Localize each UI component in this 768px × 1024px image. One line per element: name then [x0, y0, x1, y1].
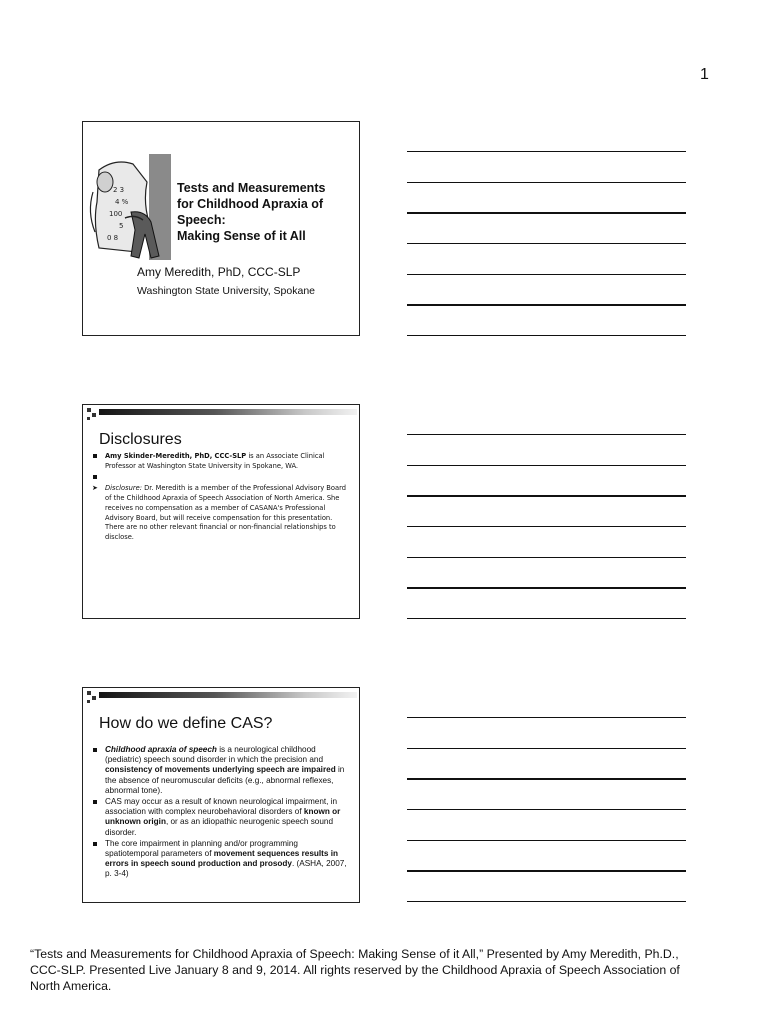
list-item [91, 797, 353, 838]
slide-define-cas [82, 687, 360, 903]
note-line [407, 778, 686, 780]
copyright-footer [30, 946, 720, 994]
title-line: Speech: [177, 213, 226, 227]
bullet-list [91, 452, 353, 544]
note-line [407, 870, 686, 872]
bullet-text: CAS may occur as a result of known neurological impairment, in association with complex neurobehavioral disorders of [105, 797, 338, 817]
list-item [91, 473, 353, 483]
title-line: for Childhood Apraxia of [177, 197, 324, 211]
header-gradient-bar [99, 409, 357, 415]
bullet-emphasis: consistency of movements underlying speech are impaired [105, 765, 336, 775]
footer-line: “Tests and Measurements for Childhood Apraxia of Speech: Making Sense of it All,” Presented by Amy Meredith, Ph.D., [30, 947, 679, 961]
slide-header-decoration [83, 405, 359, 421]
slide-disclosures [82, 404, 360, 619]
note-line [407, 151, 686, 152]
slide-title-text [177, 180, 357, 244]
note-line [407, 717, 686, 718]
note-line [407, 274, 686, 275]
bullet-text: , or as an idiopathic neurogenic speech sound disorder. [105, 817, 334, 837]
note-line [407, 526, 686, 527]
svg-text:5: 5 [119, 222, 124, 230]
bullet-term: Childhood apraxia of speech [105, 745, 217, 754]
bullet-square-icon [93, 842, 97, 846]
clipboard-clipart-icon [85, 152, 173, 264]
slide-header-decoration [83, 688, 359, 704]
note-line [407, 212, 686, 214]
bullet-emphasis: movement sequences results in errors in speech sound production and prosody [105, 849, 338, 869]
note-line [407, 618, 686, 619]
note-line [407, 587, 686, 589]
bullet-square-icon [93, 454, 97, 458]
list-item [91, 452, 353, 472]
note-line [407, 809, 686, 810]
svg-text:100: 100 [109, 210, 123, 218]
note-line [407, 304, 686, 306]
note-line [407, 901, 686, 902]
bullet-name: Amy Skinder-Meredith, PhD, CCC-SLP [105, 452, 247, 460]
note-line [407, 557, 686, 558]
author-name: Amy Meredith, PhD, CCC-SLP [137, 265, 301, 279]
list-item [91, 745, 353, 796]
bullet-text: is an Associate Clinical Professor at Washington State University in Spokane, WA. [105, 452, 325, 470]
note-line [407, 495, 686, 497]
bullet-text: . (ASHA, 2007, p. 3-4) [105, 859, 347, 879]
author-affiliation: Washington State University, Spokane [137, 285, 316, 297]
bullet-text: in the absence of neuromuscular deficits (e.g., abnormal reflexes, abnormal tone). [105, 765, 345, 795]
note-line [407, 840, 686, 841]
bullet-text: The core impairment in planning and/or programming spatiotemporal parameters of [105, 838, 298, 859]
slide-heading: How do we define CAS? [99, 715, 273, 732]
bullet-text: Dr. Meredith is a member of the Professional Advisory Board of the Childhood Apraxia of Speech Association of North America. She receives no compensation as a member of CASANA's Professional Advisory Board, but will receive compensation for this presentation. There are no other relevant financial or non-financial relationships to disclose. [105, 483, 346, 542]
svg-text:0 8: 0 8 [107, 234, 119, 242]
bullet-square-icon [93, 475, 97, 479]
title-line: Making Sense of it All [177, 229, 306, 243]
note-line [407, 335, 686, 336]
list-item [91, 484, 353, 543]
bullet-label: Disclosure: [105, 483, 142, 492]
title-line: Tests and Measurements [177, 181, 326, 195]
bullet-square-icon [93, 800, 97, 804]
slide-title [82, 121, 360, 336]
bullet-square-icon [93, 748, 97, 752]
list-item [91, 839, 353, 880]
page-number: 1 [700, 66, 709, 83]
note-line [407, 182, 686, 183]
bullet-emphasis: known or unknown origin [105, 807, 341, 827]
svg-text:2 3: 2 3 [113, 186, 125, 194]
footer-line: CCC-SLP. Presented Live January 8 and 9, 2014. All rights reserved by the Childhood Apraxia of Speech Association of [30, 963, 680, 977]
footer-line: North America. [30, 979, 112, 993]
slide-heading: Disclosures [99, 431, 182, 448]
header-gradient-bar [99, 692, 357, 698]
svg-text:4 %: 4 % [115, 198, 129, 206]
note-line [407, 434, 686, 435]
bullet-text: is a neurological childhood (pediatric) speech sound disorder in which the precision and [105, 745, 324, 765]
bullet-list [91, 745, 353, 881]
note-line [407, 465, 686, 466]
arrow-bullet-icon: ➤ [92, 483, 98, 492]
note-line [407, 243, 686, 244]
note-line [407, 748, 686, 749]
